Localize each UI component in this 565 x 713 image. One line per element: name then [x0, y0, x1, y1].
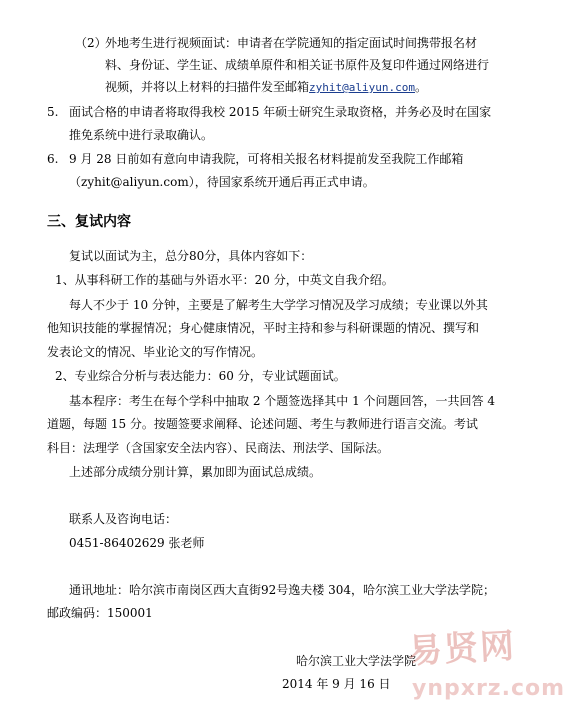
item-2-line-1: 外地考生进行视频面试：申请者在学院通知的指定面试时间携带报名材: [105, 36, 478, 50]
signature-date: 2014 年 9 月 16 日: [282, 677, 391, 691]
contact-phone: 0451-86402629 张老师: [69, 536, 205, 550]
item-6-line-1: 9 月 28 日前如有意向申请我院，可将相关报名材料提前发至我院工作邮箱: [69, 152, 464, 166]
item-5-line-2: 推免系统中进行录取确认。: [69, 128, 214, 142]
email-link[interactable]: zyhit@aliyun.com: [309, 81, 415, 94]
watermark-logo-text: 易贤网: [407, 626, 517, 672]
item-6-line-2: （zyhit@aliyun.com），待国家系统开通后再正式申请。: [69, 175, 375, 189]
signature-organization: 哈尔滨工业大学法学院: [296, 654, 417, 668]
watermark-url: ynpxrz.com: [412, 676, 565, 701]
part-2-line-1: 基本程序：考生在每个学科中抽取 2 个题签选择其中 1 个问题回答，一共回答 4: [69, 394, 495, 408]
part-1-title: 1、从事科研工作的基础与外语水平：20 分，中英文自我介绍。: [55, 273, 394, 287]
part-1-line-1: 每人不少于 10 分钟，主要是了解考生大学学习情况及学习成绩；专业课以外其: [69, 298, 488, 312]
part-2-line-3: 科目：法理学（含国家安全法内容）、民商法、刑法学、国际法。: [47, 441, 390, 455]
part-2-title: 2、专业综合分析与表达能力：60 分，专业试题面试。: [55, 369, 346, 383]
item-5-number: 5.: [47, 105, 59, 119]
item-2-line-3-text: 视频，并将以上材料的扫描件发至邮箱: [105, 80, 310, 94]
section-3-intro: 复试以面试为主，总分80分，具体内容如下：: [69, 249, 313, 263]
item-5-line-1: 面试合格的申请者将取得我校 2015 年硕士研究生录取资格，并务必及时在国家: [69, 105, 492, 119]
part-2-line-4: 上述部分成绩分别计算，累加即为面试总成绩。: [69, 465, 322, 479]
item-6-number: 6.: [47, 152, 59, 166]
item-2-line-2: 料、身份证、学生证、成绩单原件和相关证书原件及复印件通过网络进行: [105, 58, 490, 72]
item-2-number: （2）: [75, 36, 107, 50]
item-2-line-3: [105, 81, 427, 93]
contact-label: 联系人及咨询电话：: [69, 512, 178, 526]
part-1-line-3: 发表论文的情况、毕业论文的写作情况。: [47, 345, 264, 359]
part-1-line-2: 他知识技能的掌握情况；身心健康情况，平时主持和参与科研课题的情况、撰写和: [47, 321, 480, 335]
site-watermark: [404, 626, 565, 713]
contact-address: 通讯地址：哈尔滨市南岗区西大直街92号逸夫楼 304，哈尔滨工业大学法学院；: [69, 583, 495, 597]
postal-code: 邮政编码：150001: [47, 606, 153, 620]
item-2-line-3-end: 。: [414, 80, 427, 94]
part-2-line-2: 道题，每题 15 分。按题签要求阐释、论述问题、考生与教师进行语言交流。考试: [47, 417, 478, 431]
section-3-heading: 三、复试内容: [47, 214, 131, 230]
